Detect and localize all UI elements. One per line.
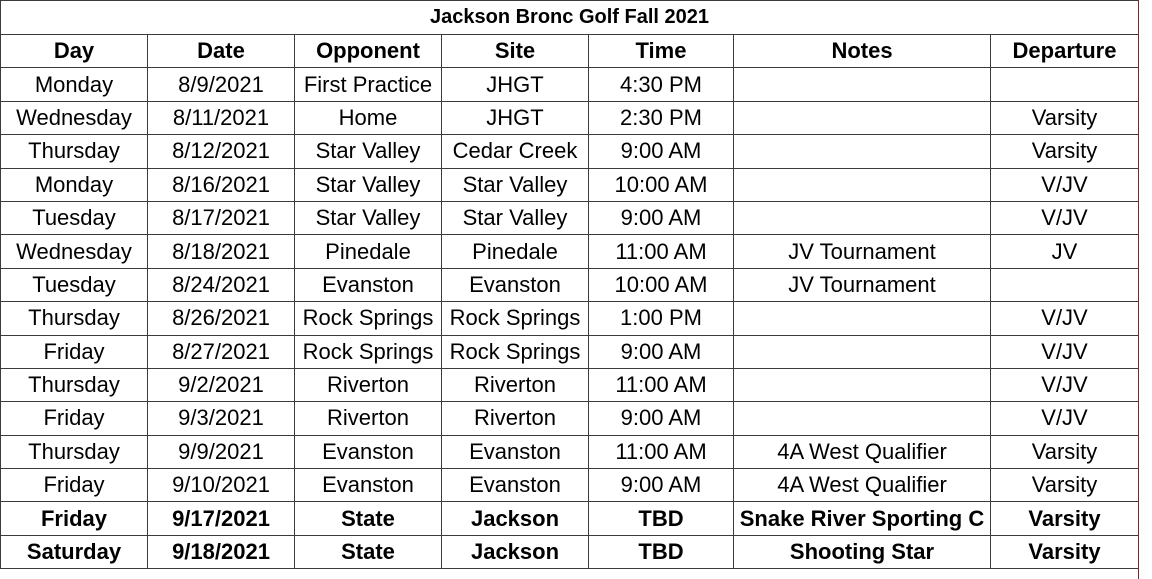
cell-departure: Varsity [991,101,1139,134]
cell-time: TBD [589,502,734,535]
cell-departure: Varsity [991,135,1139,168]
cell-opponent: Star Valley [295,168,442,201]
cell-opponent: Rock Springs [295,302,442,335]
cell-opponent: Riverton [295,402,442,435]
cell-date: 9/3/2021 [148,402,295,435]
cell-site: JHGT [442,101,589,134]
cell-time: 4:30 PM [589,68,734,101]
cell-opponent: Pinedale [295,235,442,268]
cell-time: 11:00 AM [589,368,734,401]
cell-day: Thursday [1,368,148,401]
cell-departure: Varsity [991,469,1139,502]
cell-day: Friday [1,402,148,435]
cell-departure: V/JV [991,302,1139,335]
cell-departure: Varsity [991,502,1139,535]
cell-time: 11:00 AM [589,435,734,468]
table-row [1,268,1139,301]
table-row [1,135,1139,168]
cell-time: 9:00 AM [589,201,734,234]
cell-date: 8/16/2021 [148,168,295,201]
cell-time: 9:00 AM [589,469,734,502]
cell-time: 9:00 AM [589,135,734,168]
cell-date: 8/26/2021 [148,302,295,335]
cell-site: Evanston [442,268,589,301]
cell-departure: Varsity [991,435,1139,468]
cell-notes: Shooting Star [734,535,991,568]
cell-site: Star Valley [442,168,589,201]
cell-opponent: Evanston [295,469,442,502]
cell-date: 9/18/2021 [148,535,295,568]
cell-date: 8/17/2021 [148,201,295,234]
cell-notes [734,335,991,368]
cell-departure: V/JV [991,335,1139,368]
sheet-title: Jackson Bronc Golf Fall 2021 [1,1,1139,35]
cell-notes [734,68,991,101]
cell-notes: 4A West Qualifier [734,469,991,502]
cell-opponent: Star Valley [295,201,442,234]
cell-notes [734,201,991,234]
cell-date: 8/24/2021 [148,268,295,301]
cell-day: Saturday [1,535,148,568]
table-row [1,302,1139,335]
cell-notes [734,168,991,201]
column-header-departure: Departure [991,35,1139,68]
cell-departure [991,68,1139,101]
sheet-right-edge [1138,0,1139,579]
cell-time: TBD [589,535,734,568]
cell-opponent: Rock Springs [295,335,442,368]
cell-date: 8/18/2021 [148,235,295,268]
cell-notes [734,402,991,435]
cell-departure: V/JV [991,201,1139,234]
table-row [1,435,1139,468]
table-row [1,368,1139,401]
cell-departure: V/JV [991,368,1139,401]
cell-departure: V/JV [991,402,1139,435]
cell-site: Cedar Creek [442,135,589,168]
cell-site: Evanston [442,435,589,468]
cell-day: Monday [1,68,148,101]
cell-date: 9/10/2021 [148,469,295,502]
cell-departure: V/JV [991,168,1139,201]
cell-departure: JV [991,235,1139,268]
column-header-date: Date [148,35,295,68]
cell-date: 8/9/2021 [148,68,295,101]
cell-site: Rock Springs [442,302,589,335]
header-row [1,35,1139,68]
cell-time: 10:00 AM [589,268,734,301]
cell-opponent: State [295,535,442,568]
cell-day: Tuesday [1,201,148,234]
table-row [1,535,1139,568]
cell-time: 9:00 AM [589,402,734,435]
cell-departure [991,268,1139,301]
cell-time: 10:00 AM [589,168,734,201]
cell-day: Thursday [1,135,148,168]
cell-day: Wednesday [1,101,148,134]
cell-day: Friday [1,469,148,502]
cell-notes: JV Tournament [734,268,991,301]
cell-site: JHGT [442,68,589,101]
cell-notes [734,302,991,335]
cell-notes [734,135,991,168]
cell-departure: Varsity [991,535,1139,568]
cell-notes: JV Tournament [734,235,991,268]
cell-day: Friday [1,502,148,535]
cell-time: 2:30 PM [589,101,734,134]
table-row [1,335,1139,368]
table-row [1,469,1139,502]
cell-notes: Snake River Sporting C [734,502,991,535]
cell-date: 8/11/2021 [148,101,295,134]
column-header-opponent: Opponent [295,35,442,68]
table-row [1,502,1139,535]
column-header-notes: Notes [734,35,991,68]
schedule-body [1,68,1139,569]
cell-opponent: Evanston [295,268,442,301]
cell-site: Jackson [442,535,589,568]
cell-notes [734,368,991,401]
cell-day: Thursday [1,435,148,468]
cell-site: Riverton [442,402,589,435]
cell-opponent: State [295,502,442,535]
table-row [1,201,1139,234]
cell-opponent: Star Valley [295,135,442,168]
cell-time: 1:00 PM [589,302,734,335]
cell-time: 9:00 AM [589,335,734,368]
cell-day: Thursday [1,302,148,335]
cell-day: Wednesday [1,235,148,268]
cell-day: Friday [1,335,148,368]
cell-site: Evanston [442,469,589,502]
table-row [1,68,1139,101]
cell-date: 9/17/2021 [148,502,295,535]
cell-date: 9/9/2021 [148,435,295,468]
column-header-site: Site [442,35,589,68]
column-header-day: Day [1,35,148,68]
cell-site: Riverton [442,368,589,401]
table-row [1,101,1139,134]
cell-opponent: Home [295,101,442,134]
column-header-time: Time [589,35,734,68]
cell-notes: 4A West Qualifier [734,435,991,468]
cell-date: 8/12/2021 [148,135,295,168]
cell-site: Jackson [442,502,589,535]
table-row [1,168,1139,201]
cell-day: Tuesday [1,268,148,301]
cell-notes [734,101,991,134]
cell-site: Pinedale [442,235,589,268]
cell-opponent: Evanston [295,435,442,468]
table-row [1,235,1139,268]
cell-day: Monday [1,168,148,201]
title-row [1,1,1139,35]
cell-date: 8/27/2021 [148,335,295,368]
cell-date: 9/2/2021 [148,368,295,401]
cell-site: Rock Springs [442,335,589,368]
table-row [1,402,1139,435]
cell-site: Star Valley [442,201,589,234]
cell-opponent: First Practice [295,68,442,101]
cell-time: 11:00 AM [589,235,734,268]
cell-opponent: Riverton [295,368,442,401]
